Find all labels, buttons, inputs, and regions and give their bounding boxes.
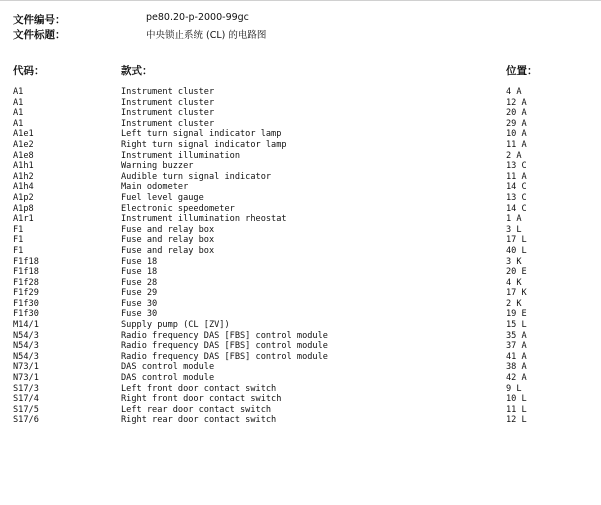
- row-description: Electronic speedometer: [121, 203, 235, 214]
- row-position: 19 E: [506, 309, 527, 320]
- row-description: Instrument illumination rheostat: [121, 214, 287, 225]
- row-code: S17/5: [13, 404, 39, 415]
- row-code: A1e1: [13, 129, 34, 140]
- row-description: Warning buzzer: [121, 161, 194, 172]
- row-description: Audible turn signal indicator: [121, 171, 272, 182]
- row-code: A1h1: [13, 161, 34, 172]
- table-row: [13, 108, 601, 119]
- row-code: S17/3: [13, 383, 39, 394]
- row-description: Main odometer: [121, 182, 189, 193]
- row-code: A1e8: [13, 150, 34, 161]
- row-position: 4 K: [506, 277, 522, 288]
- table-row: [13, 214, 601, 225]
- row-position: 2 K: [506, 298, 522, 309]
- row-code: A1h4: [13, 182, 34, 193]
- row-description: Instrument illumination: [121, 150, 240, 161]
- table-row: [13, 225, 601, 236]
- row-position: 3 L: [506, 224, 522, 235]
- table-row: [13, 384, 601, 395]
- row-description: Fuse and relay box: [121, 245, 215, 256]
- table-row: [13, 309, 601, 320]
- row-description: Right front door contact switch: [121, 394, 282, 405]
- row-code: F1f30: [13, 309, 39, 320]
- row-description: Right turn signal indicator lamp: [121, 139, 287, 150]
- row-position: 13 C: [506, 161, 527, 172]
- row-description: Instrument cluster: [121, 118, 215, 129]
- table-row: [13, 341, 601, 352]
- row-code: A1: [13, 118, 24, 129]
- row-position: 4 A: [506, 87, 522, 97]
- row-code: F1f30: [13, 298, 39, 309]
- row-code: A1: [13, 97, 24, 108]
- column-header-style: 款式：: [121, 65, 153, 77]
- doc-title-value: 中央锁止系统 (CL) 的电路图: [146, 30, 267, 41]
- table-row: [13, 182, 601, 193]
- row-position: 1 A: [506, 214, 522, 225]
- row-position: 41 A: [506, 351, 527, 362]
- row-description: Supply pump (CL [ZV]): [121, 320, 230, 331]
- table-row: [13, 87, 601, 98]
- row-position: 20 A: [506, 108, 527, 119]
- table-row: [13, 193, 601, 204]
- table-row: [13, 352, 601, 363]
- row-description: DAS control module: [121, 362, 215, 373]
- row-description: Instrument cluster: [121, 97, 215, 108]
- table-row: [13, 257, 601, 268]
- row-code: A1r1: [13, 214, 34, 225]
- row-position: 42 A: [506, 373, 527, 384]
- row-position: 12 L: [506, 415, 527, 426]
- doc-number-label: 文件编号：: [13, 14, 66, 26]
- row-code: F1f18: [13, 267, 39, 278]
- row-description: Radio frequency DAS [FBS] control module: [121, 330, 328, 341]
- row-position: 3 K: [506, 256, 522, 267]
- doc-title-label: 文件标题：: [13, 29, 66, 41]
- table-row: [13, 129, 601, 140]
- row-description: Fuse 30: [121, 298, 158, 309]
- row-position: 11 A: [506, 171, 527, 182]
- table-row: [13, 362, 601, 373]
- table-row: [13, 151, 601, 162]
- table-row: [13, 204, 601, 215]
- row-position: 17 L: [506, 235, 527, 246]
- row-description: Radio frequency DAS [FBS] control module: [121, 341, 328, 352]
- row-position: 2 A: [506, 150, 522, 161]
- row-code: N73/1: [13, 362, 39, 373]
- table-row: [13, 246, 601, 257]
- row-code: S17/6: [13, 415, 39, 426]
- row-position: 10 L: [506, 394, 527, 405]
- table-row: [13, 288, 601, 299]
- table-row: [13, 394, 601, 405]
- row-position: 10 A: [506, 129, 527, 140]
- row-position: 11 L: [506, 404, 527, 415]
- row-description: Fuse 28: [121, 277, 158, 288]
- row-description: Fuse 18: [121, 256, 158, 267]
- column-header-code: 代码：: [13, 65, 45, 77]
- row-position: 20 E: [506, 267, 527, 278]
- table-row: [13, 235, 601, 246]
- row-position: 29 A: [506, 118, 527, 129]
- row-position: 11 A: [506, 139, 527, 150]
- row-description: Fuel level gauge: [121, 192, 204, 203]
- row-position: 14 C: [506, 182, 527, 193]
- row-description: Radio frequency DAS [FBS] control module: [121, 351, 328, 362]
- column-header-position: 位置：: [506, 65, 538, 77]
- row-position: 35 A: [506, 330, 527, 341]
- doc-number-value: pe80.20-p-2000-99gc: [146, 12, 249, 23]
- row-description: Right rear door contact switch: [121, 415, 277, 426]
- row-position: 40 L: [506, 245, 527, 256]
- row-code: F1: [13, 245, 24, 256]
- top-divider: [0, 0, 601, 1]
- row-description: Instrument cluster: [121, 108, 215, 119]
- row-code: F1: [13, 224, 24, 235]
- table-row: [13, 405, 601, 416]
- row-code: A1: [13, 87, 24, 97]
- row-position: 37 A: [506, 341, 527, 352]
- row-code: S17/4: [13, 394, 39, 405]
- row-code: F1f18: [13, 256, 39, 267]
- table-row: [13, 267, 601, 278]
- row-code: A1: [13, 108, 24, 119]
- table-row: [13, 119, 601, 130]
- table-row: [13, 415, 601, 426]
- table-row: [13, 98, 601, 109]
- row-description: Fuse and relay box: [121, 235, 215, 246]
- row-description: Instrument cluster: [121, 87, 215, 97]
- row-code: F1: [13, 235, 24, 246]
- table-row: [13, 373, 601, 384]
- row-position: 13 C: [506, 192, 527, 203]
- row-code: A1p8: [13, 203, 34, 214]
- row-code: A1e2: [13, 139, 34, 150]
- row-code: A1h2: [13, 171, 34, 182]
- row-position: 38 A: [506, 362, 527, 373]
- row-code: M14/1: [13, 320, 39, 331]
- row-code: F1f28: [13, 277, 39, 288]
- row-description: Left turn signal indicator lamp: [121, 129, 282, 140]
- row-description: Left rear door contact switch: [121, 404, 272, 415]
- table-row: [13, 161, 601, 172]
- component-table: [13, 87, 601, 426]
- table-row: [13, 140, 601, 151]
- doc-number-line: [13, 12, 573, 24]
- table-row: [13, 320, 601, 331]
- row-description: DAS control module: [121, 373, 215, 384]
- row-code: N54/3: [13, 341, 39, 352]
- row-description: Fuse 30: [121, 309, 158, 320]
- row-position: 14 C: [506, 203, 527, 214]
- row-description: Fuse 18: [121, 267, 158, 278]
- row-description: Left front door contact switch: [121, 383, 277, 394]
- row-code: N54/3: [13, 351, 39, 362]
- row-code: N54/3: [13, 330, 39, 341]
- row-code: F1f29: [13, 288, 39, 299]
- doc-title-line: [13, 27, 573, 39]
- row-code: N73/1: [13, 373, 39, 384]
- table-row: [13, 278, 601, 289]
- row-position: 17 K: [506, 288, 527, 299]
- table-row: [13, 172, 601, 183]
- table-row: [13, 331, 601, 342]
- row-description: Fuse 29: [121, 288, 158, 299]
- row-description: Fuse and relay box: [121, 224, 215, 235]
- row-code: A1p2: [13, 192, 34, 203]
- table-row: [13, 299, 601, 310]
- row-position: 15 L: [506, 320, 527, 331]
- row-position: 12 A: [506, 97, 527, 108]
- row-position: 9 L: [506, 383, 522, 394]
